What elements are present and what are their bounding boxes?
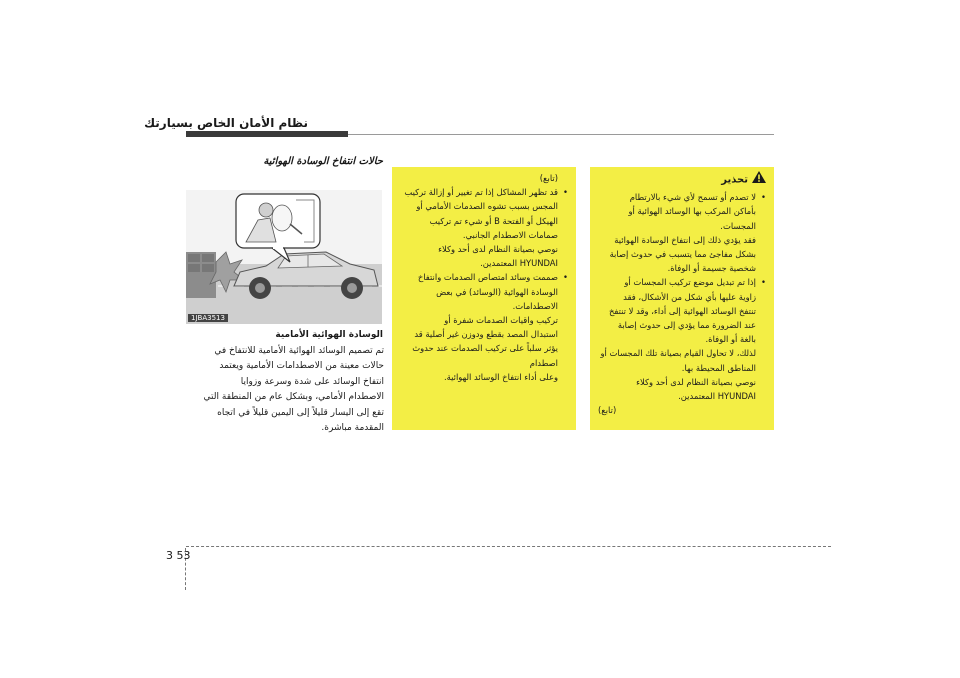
continued-label: (تابع) [539,173,558,183]
footer-divider [186,546,831,547]
page-header-title: نظام الأمان الخاص بسيارتك [144,116,308,130]
info-box-continued [392,167,576,430]
box-line: استبدال المصد بقطع ودوزن غير أصلية قد [414,329,558,340]
box-line: بشكل مفاجئ مما يتسبب في حدوث إصابة [609,249,756,260]
section-title: حالات انتفاخ الوسادة الهوائية [263,156,383,167]
box-line: • صممت وسائد امتصاص الصدمات وانتفاخ [400,270,568,284]
text-line: تقع إلى اليسار قليلاً إلى اليمين قليلاً في اتجاه [217,407,384,418]
header-rule [348,134,774,135]
box-line: بالغة أو الوفاة. [705,334,756,345]
box-line: شخصية جسيمة أو الوفاة. [667,263,756,274]
warning-heading [598,171,766,188]
figure-code: 1JBA3513 [188,314,228,322]
box-line: صمامات الاصطدام الجانبي. [462,229,558,240]
box-line: لذلك، لا تحاول القيام بصيانة تلك المجسات أو [600,348,756,359]
box-line: • لا تصدم أو تسمح لأي شيء بالارتطام [598,190,766,204]
box-line: المناطق المحيطة بها. [681,362,756,373]
text-line: الاصطدام الأمامي، وبشكل عام من المنطقة التي [203,392,384,403]
box-line: • إذا تم تبديل موضع تركيب المجسات أو [598,275,766,289]
box-line: المجسات. [720,220,756,231]
box-line: المجس بسبب تشوه الصدمات الأمامي أو [416,201,558,212]
page-number: 3 53 [166,549,191,562]
box-line: الهيكل أو الفتحة B أو شيء تم تركيب [429,215,558,226]
collision-drawing [186,190,382,324]
airbag-collision-illustration [186,190,382,324]
header-bar [186,131,348,137]
text-line: المقدمة مباشرة. [321,423,384,434]
box-line: بأماكن المركب بها الوسائد الهوائية أو [628,206,756,217]
box-line: HYUNDAI المعتمدين. [678,391,756,402]
box-line: تركيب واقيات الصدمات شفرة أو [444,315,558,326]
frontal-airbag-heading: الوسادة الهوائية الأمامية [275,330,383,340]
box-line: الاصطدامات. [512,300,558,311]
box-line: نوصي بصيانة النظام لدى أحد وكلاء [636,376,756,387]
text-line: حالات معينة من الاصطدامات الأمامية ويعتمد [219,361,384,372]
warning-heading-label: تحذير [721,174,748,186]
frontal-airbag-text [186,344,384,436]
box-line: وعلى أداء انتفاخ الوسائد الهوائية. [443,371,558,382]
warning-triangle-icon [752,171,766,188]
box-line: عند الضرورة مما يؤدي إلى حدوث إصابة [617,320,756,331]
box-line: يؤثر سلباً على تركيب الصدمات عند حدوث اصطدام [412,343,558,368]
text-line: انتفاخ الوسائد على شدة وسرعة وزوايا [240,376,384,387]
box-line: HYUNDAI المعتمدين. [480,258,558,269]
text-line: تم تصميم الوسائد الهوائية الأمامية للانتفاخ في [214,346,384,356]
continued-label: (تابع) [598,405,617,416]
box-line: تنتفخ الوسائد الهوائية إلى أداء، وقد لا تنتفخ [608,305,756,316]
warning-box [590,167,774,430]
box-line: زاوية عليها بأي شكل من الأشكال، فقد [623,291,756,302]
box-line: • قد تظهر المشاكل إذا تم تغيير أو إزالة تركيب [400,185,568,199]
box-line: نوصي بصيانة النظام لدى أحد وكلاء [438,244,558,255]
box-line: الوسادة الهوائية (الوسائد) في بعض [436,286,558,297]
box-line: فقد يؤدي ذلك إلى انتفاخ الوسادة الهوائية [614,234,756,245]
